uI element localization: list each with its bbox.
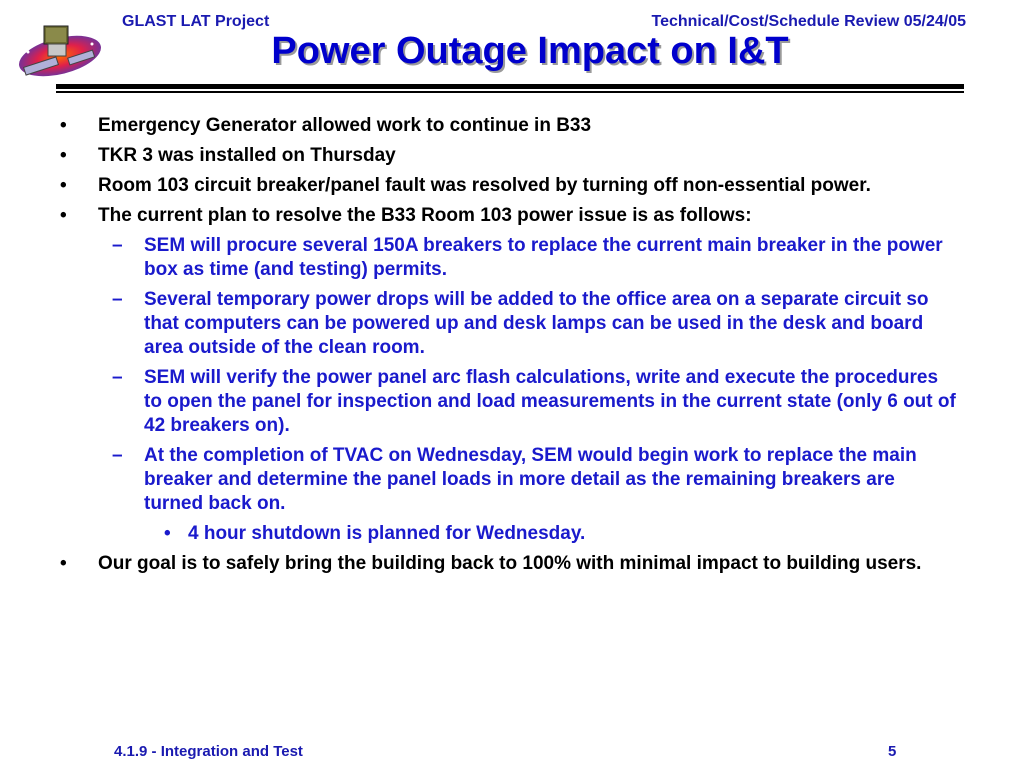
sub-bullet-text: Several temporary power drops will be added to the office area on a separate circuit so that computers can be powered up and desk lamps can be used in the desk and board area outside of the clean room. — [144, 289, 929, 358]
sub-bullet-item — [58, 366, 958, 438]
bullet-marker: • — [60, 205, 67, 226]
page-number: 5 — [888, 743, 897, 760]
bullet-marker: • — [60, 553, 67, 574]
bullet-marker: • — [164, 523, 171, 544]
sub-bullet-item — [58, 288, 958, 360]
sub-bullet-item — [58, 234, 958, 282]
sub-sub-bullet-item — [58, 522, 958, 546]
bullet-item — [58, 114, 958, 138]
bullet-text: The current plan to resolve the B33 Room 103 power issue is as follows: — [98, 205, 752, 226]
bullet-marker: • — [60, 145, 67, 166]
sub-bullet-text: SEM will verify the power panel arc flash calculations, write and execute the procedures to open the panel for inspection and load measurements in the current state (only 6 out of 42 breakers on). — [144, 367, 956, 436]
dash-marker: – — [112, 445, 123, 466]
sub-bullet-item — [58, 444, 958, 516]
sub-sub-bullet-text: 4 hour shutdown is planned for Wednesday. — [188, 523, 586, 544]
bullet-marker: • — [60, 175, 67, 196]
bullet-item — [58, 144, 958, 168]
slide-title: Power Outage Impact on I&T — [271, 30, 789, 72]
review-name: Technical/Cost/Schedule Review 05/24/05 — [651, 13, 966, 30]
bullet-text: Our goal is to safely bring the building back to 100% with minimal impact to building users. — [98, 553, 922, 574]
title-rule-thin — [56, 91, 964, 93]
slide-content — [58, 114, 958, 582]
bullet-marker: • — [60, 115, 67, 136]
bullet-list — [58, 114, 958, 576]
footer-section: 4.1.9 - Integration and Test — [114, 743, 303, 760]
dash-marker: – — [112, 367, 123, 388]
bullet-item — [58, 204, 958, 228]
bullet-text: Room 103 circuit breaker/panel fault was resolved by turning off non-essential power. — [98, 175, 871, 196]
bullet-text: Emergency Generator allowed work to continue in B33 — [98, 115, 592, 136]
dash-marker: – — [112, 235, 123, 256]
bullet-item — [58, 552, 958, 576]
bullet-item — [58, 174, 958, 198]
title-rule-thick — [56, 84, 964, 89]
project-name: GLAST LAT Project — [122, 13, 270, 30]
sub-bullet-text: At the completion of TVAC on Wednesday, SEM would begin work to replace the main breaker and determine the panel loads in more detail as the remaining breakers are turned back on. — [144, 445, 917, 514]
dash-marker: – — [112, 289, 123, 310]
bullet-text: TKR 3 was installed on Thursday — [98, 145, 396, 166]
sub-bullet-text: SEM will procure several 150A breakers to replace the current main breaker in the power box as time (and testing) permits. — [144, 235, 943, 280]
